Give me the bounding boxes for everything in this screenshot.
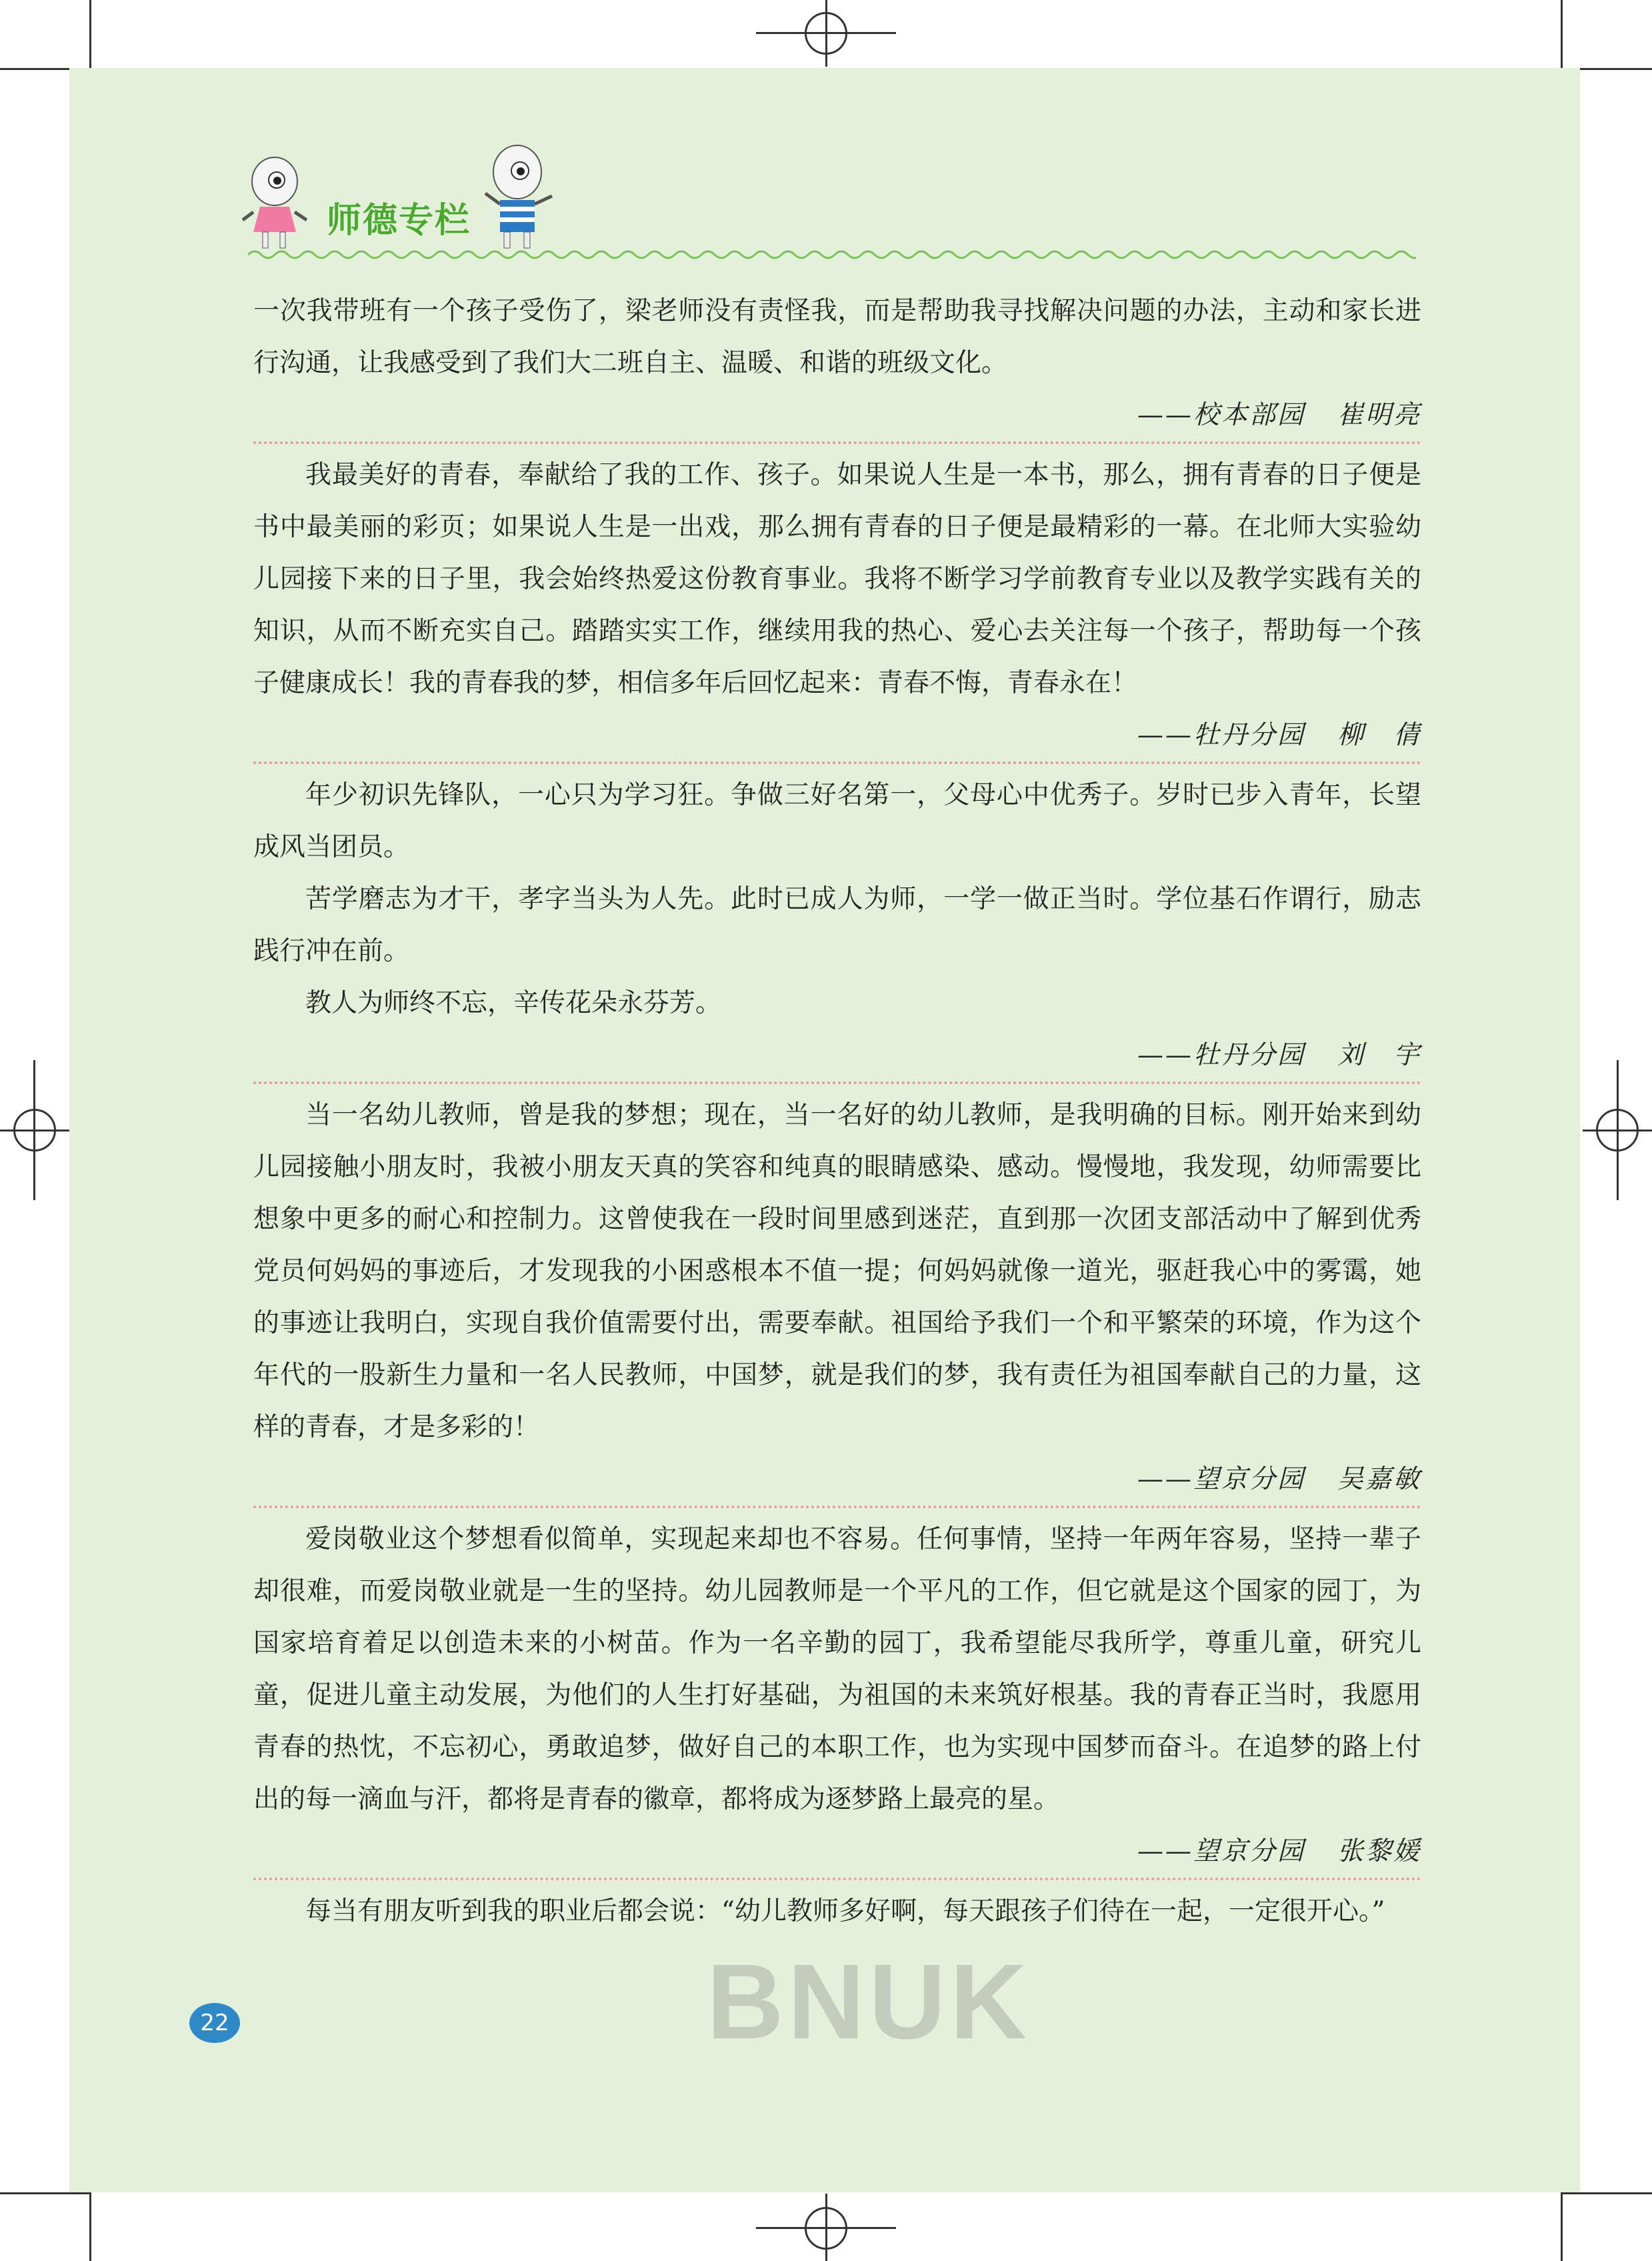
watermark-text: BNUK [707, 1942, 1031, 2061]
entry-3 [253, 769, 1421, 1084]
entry-signature [253, 389, 1421, 441]
dotted-separator [253, 441, 1421, 444]
signature-school: ——牡丹分园 [1137, 720, 1305, 750]
signature-school: ——望京分园 [1137, 1836, 1305, 1866]
dotted-separator [253, 1506, 1421, 1508]
entry-paragraph: 爱岗敬业这个梦想看似简单，实现起来却也不容易。任何事情，坚持一年两年容易，坚持一辈子却很难，而爱岗敬业就是一生的坚持。幼儿园教师是一个平凡的工作，但它就是这个国家的园丁，为国家培育着足以创造未来的小树苗。作为一名辛勤的园丁，我希望能尽我所学，尊重儿童，研究儿童，促进儿童主动发展，为他们的人生打好基础，为祖国的未来筑好根基。我的青春正当时，我愿用青春的热忱，不忘初心，勇敢追梦，做好自己的本职工作，也为实现中国梦而奋斗。在追梦的路上付出的每一滴血与汗，都将是青春的徽章，都将成为逐梦路上最亮的星。 [253, 1524, 1421, 1814]
signature-author: 柳 倩 [1337, 720, 1421, 750]
crop-mark [1561, 2192, 1563, 2261]
entry-paragraph: 年少初识先锋队，一心只为学习狂。争做三好名第一，父母心中优秀子。岁时已步入青年，长望成风当团员。 [253, 780, 1421, 862]
entry-paragraph: 一次我带班有一个孩子受伤了，梁老师没有责怪我，而是帮助我寻找解决问题的办法，主动和家长进行沟通，让我感受到了我们大二班自主、温暖、和谐的班级文化。 [253, 296, 1421, 378]
entry-signature [253, 1029, 1421, 1081]
entry-1 [253, 285, 1421, 444]
entry-paragraph: 苦学磨志为才干，孝字当头为人先。此时已成人为师，一学一做正当时。学位基石作谓行，励志践行冲在前。 [253, 884, 1421, 966]
crop-mark [1561, 0, 1563, 69]
column-title: 师德专栏 [327, 201, 471, 241]
dotted-separator [253, 761, 1421, 764]
signature-school: ——牡丹分园 [1137, 1040, 1305, 1070]
entry-4 [253, 1089, 1421, 1508]
entry-paragraph: 我最美好的青春，奉献给了我的工作、孩子。如果说人生是一本书，那么，拥有青春的日子便是书中最美丽的彩页；如果说人生是一出戏，那么拥有青春的日子便是最精彩的一幕。在北师大实验幼儿园接下来的日子里，我会始终热爱这份教育事业。我将不断学习学前教育专业以及教学实践有关的知识，从而不断充实自己。踏踏实实工作，继续用我的热心、爱心去关注每一个孩子，帮助每一个孩子健康成长！我的青春我的梦，相信多年后回忆起来：青春不悔，青春永在！ [253, 460, 1421, 698]
entry-2 [253, 449, 1421, 764]
crop-mark [0, 2192, 89, 2194]
entry-paragraph: 当一名幼儿教师，曾是我的梦想；现在，当一名好的幼儿教师，是我明确的目标。刚开始来到幼儿园接触小朋友时，我被小朋友天真的笑容和纯真的眼睛感染、感动。慢慢地，我发现，幼师需要比想象中更多的耐心和控制力。这曾使我在一段时间里感到迷茫，直到那一次团支部活动中了解到优秀党员何妈妈的事迹后，才发现我的小困惑根本不值一提；何妈妈就像一道光，驱赶我心中的雾霭，她的事迹让我明白，实现自我价值需要付出，需要奉献。祖国给予我们一个和平繁荣的环境，作为这个年代的一股新生力量和一名人民教师，中国梦，就是我们的梦，我有责任为祖国奉献自己的力量，这样的青春，才是多彩的！ [253, 1100, 1421, 1442]
continuing-paragraph: 每当有朋友听到我的职业后都会说：“幼儿教师多好啊，每天跟孩子们待在一起，一定很开心。” [305, 1896, 1385, 1926]
page-number-badge: 22 [189, 2003, 240, 2043]
crop-mark [1563, 2192, 1652, 2194]
mascot-girl-icon [240, 153, 313, 253]
mascot-boy-icon [480, 140, 560, 253]
signature-author: 吴嘉敏 [1337, 1464, 1421, 1494]
signature-school: ——校本部园 [1137, 400, 1305, 430]
header-wave-divider [248, 248, 1416, 261]
entry-signature [253, 1826, 1421, 1878]
entry-paragraph: 教人为师终不忘，辛传花朵永芬芳。 [305, 988, 722, 1018]
dotted-separator [253, 1878, 1421, 1880]
entry-signature [253, 709, 1421, 761]
entry-signature [253, 1454, 1421, 1506]
article-body [253, 285, 1421, 1938]
signature-author: 张黎媛 [1337, 1836, 1421, 1866]
signature-author: 刘 宇 [1337, 1040, 1421, 1070]
dotted-separator [253, 1081, 1421, 1084]
crop-mark [89, 0, 91, 69]
signature-author: 崔明亮 [1337, 400, 1421, 430]
entry-5 [253, 1514, 1421, 1880]
crop-mark [89, 2192, 91, 2261]
column-header [240, 140, 1440, 253]
signature-school: ——望京分园 [1137, 1464, 1305, 1494]
